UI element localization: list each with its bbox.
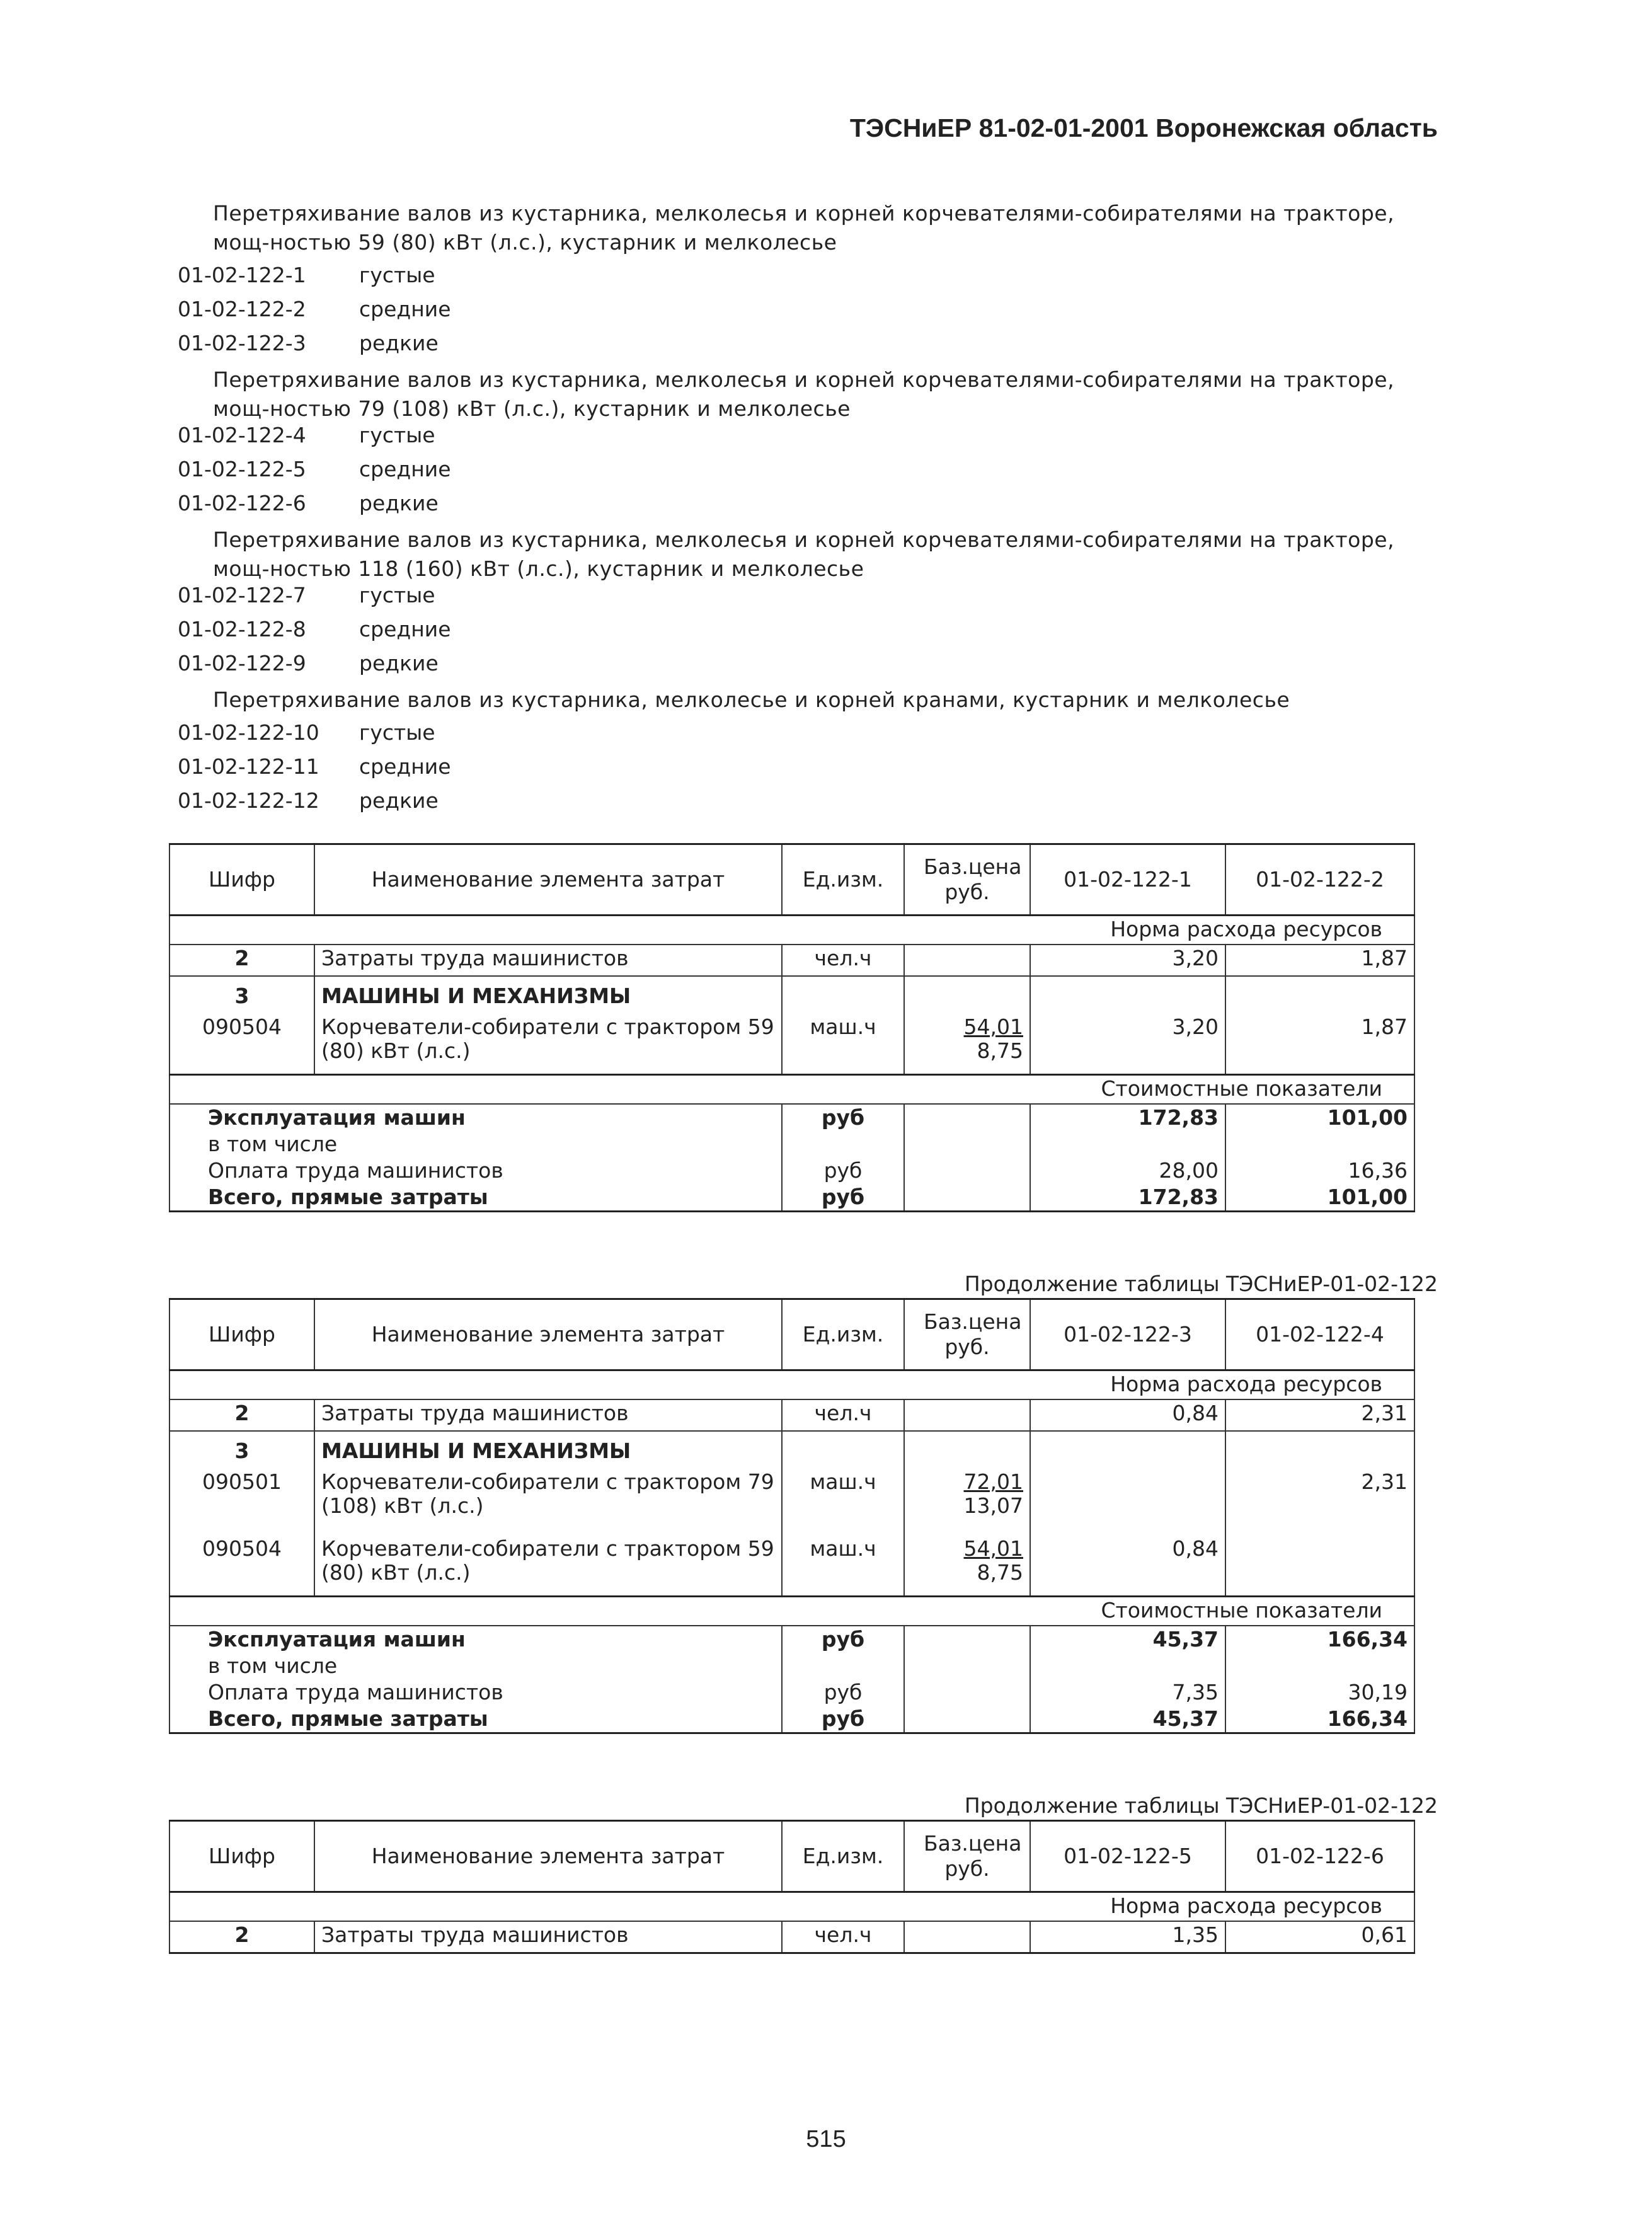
price-salary: 8,75 <box>977 1038 1023 1063</box>
norm-label: густые <box>359 720 435 745</box>
cost-section-label: Стоимостные показатели <box>169 1596 1414 1626</box>
norm-label: густые <box>359 263 435 287</box>
resource-table-1 <box>169 843 1415 1212</box>
norm-code: 01-02-122-12 <box>178 788 319 813</box>
norm-label: средние <box>359 617 451 641</box>
col-name-header: Наименование элемента затрат <box>314 844 782 916</box>
group-description: Перетряхивание валов из кустарника, мелколесья и корней корчевателями-собирателями на тракторе, мощ-ностью 79 (108) кВт (л.с.), кустарник и мелколесье <box>213 367 1395 421</box>
norm-code: 01-02-122-5 <box>178 457 306 481</box>
norm-label: средние <box>359 754 451 779</box>
row-code: 3 <box>169 976 314 1014</box>
table-header-row <box>169 1821 1414 1892</box>
col-norm-header: 01-02-122-3 <box>1030 1299 1225 1370</box>
row-value: 166,34 <box>1225 1706 1414 1733</box>
col-code-header: Шифр <box>169 1299 314 1370</box>
code-line <box>178 581 435 610</box>
norm-label: редкие <box>359 331 439 355</box>
price-salary: 8,75 <box>977 1560 1023 1585</box>
row-value: 1,35 <box>1030 1921 1225 1953</box>
table-row <box>169 1431 1414 1469</box>
col-price-header: Баз.цена руб. <box>904 1821 1030 1892</box>
row-unit: чел.ч <box>782 1921 904 1953</box>
row-value: 16,36 <box>1225 1157 1414 1184</box>
row-name: МАШИНЫ И МЕХАНИЗМЫ <box>314 976 782 1014</box>
row-unit: чел.ч <box>782 1399 904 1431</box>
col-name-header: Наименование элемента затрат <box>314 1821 782 1892</box>
col-norm-header: 01-02-122-5 <box>1030 1821 1225 1892</box>
norm-code: 01-02-122-10 <box>178 720 319 745</box>
col-name-header: Наименование элемента затрат <box>314 1299 782 1370</box>
row-unit: руб <box>782 1104 904 1131</box>
cost-section-label: Стоимостные показатели <box>169 1074 1414 1104</box>
row-name: Эксплуатация машин <box>169 1626 782 1653</box>
page-number: 515 <box>806 2126 846 2152</box>
row-code: 3 <box>169 1431 314 1469</box>
col-norm-header: 01-02-122-6 <box>1225 1821 1414 1892</box>
table-row <box>169 1104 1414 1131</box>
row-unit: руб <box>782 1157 904 1184</box>
row-value: 0,61 <box>1225 1921 1414 1953</box>
price-total: 72,01 <box>963 1469 1023 1494</box>
table-row <box>169 945 1414 976</box>
row-code: 2 <box>169 1921 314 1953</box>
group-description: Перетряхивание валов из кустарника, мелколесья и корней корчевателями-собирателями на тракторе, мощ-ностью 118 (160) кВт (л.с.), кустарник и мелколесье <box>213 527 1395 581</box>
norm-code: 01-02-122-7 <box>178 583 306 607</box>
price-salary: 13,07 <box>963 1493 1023 1518</box>
row-value: 1,87 <box>1225 945 1414 976</box>
code-line <box>178 455 451 484</box>
norm-label: редкие <box>359 491 439 515</box>
row-value: 3,20 <box>1030 945 1225 976</box>
row-value: 45,37 <box>1030 1626 1225 1653</box>
row-code: 2 <box>169 945 314 976</box>
code-line <box>178 421 435 450</box>
row-value: 172,83 <box>1030 1184 1225 1212</box>
norm-section-label: Норма расхода ресурсов <box>169 1892 1414 1922</box>
table-row <box>169 1679 1414 1706</box>
row-unit: руб <box>782 1626 904 1653</box>
row-name: Затраты труда машинистов <box>314 1399 782 1431</box>
table-row <box>169 1626 1414 1653</box>
row-price <box>904 1399 1030 1431</box>
row-value: 1,87 <box>1225 1014 1414 1074</box>
row-value: 28,00 <box>1030 1157 1225 1184</box>
code-line <box>178 786 439 815</box>
resource-table-3 <box>169 1820 1415 1954</box>
row-value: 7,35 <box>1030 1679 1225 1706</box>
code-line <box>178 261 435 290</box>
table-row <box>169 1469 1414 1536</box>
col-unit-header: Ед.изм. <box>782 1821 904 1892</box>
code-line <box>178 615 451 644</box>
row-value: 2,31 <box>1225 1399 1414 1431</box>
code-line <box>178 649 439 678</box>
row-value: 45,37 <box>1030 1706 1225 1733</box>
code-line <box>178 718 435 747</box>
row-price <box>904 1536 1030 1596</box>
norm-code: 01-02-122-9 <box>178 651 306 675</box>
row-name: Оплата труда машинистов <box>169 1157 782 1184</box>
table-row <box>169 1706 1414 1733</box>
col-price-header: Баз.цена руб. <box>904 1299 1030 1370</box>
row-value: 30,19 <box>1225 1679 1414 1706</box>
norm-code: 01-02-122-4 <box>178 423 306 447</box>
table-row <box>169 1184 1414 1212</box>
table-row <box>169 1399 1414 1431</box>
row-unit: руб <box>782 1679 904 1706</box>
row-name: Затраты труда машинистов <box>314 1921 782 1953</box>
row-code: 090504 <box>169 1014 314 1074</box>
table-row <box>169 1014 1414 1074</box>
row-value: 101,00 <box>1225 1104 1414 1131</box>
row-name: Затраты труда машинистов <box>314 945 782 976</box>
row-value <box>1030 1469 1225 1536</box>
code-line <box>178 489 439 518</box>
row-code: 090504 <box>169 1536 314 1596</box>
row-price <box>904 1014 1030 1074</box>
norm-label: редкие <box>359 788 439 813</box>
row-price <box>904 1469 1030 1536</box>
norm-section-label: Норма расхода ресурсов <box>169 916 1414 945</box>
table-row <box>169 1131 1414 1157</box>
norm-code: 01-02-122-11 <box>178 754 319 779</box>
code-line <box>178 329 439 358</box>
group-description: Перетряхивание валов из кустарника, мелколесье и корней кранами, кустарник и мелколесье <box>213 687 1290 712</box>
code-line <box>178 752 451 781</box>
table-header-row <box>169 1299 1414 1370</box>
table-row <box>169 1536 1414 1596</box>
col-norm-header: 01-02-122-1 <box>1030 844 1225 916</box>
row-unit: руб <box>782 1706 904 1733</box>
continuation-label: Продолжение таблицы ТЭСНиЕР-01-02-122 <box>964 1272 1438 1296</box>
norm-label: редкие <box>359 651 439 675</box>
row-name: Эксплуатация машин <box>169 1104 782 1131</box>
row-value: 0,84 <box>1030 1536 1225 1596</box>
table-row <box>169 1653 1414 1679</box>
code-line <box>178 295 451 324</box>
norm-label: густые <box>359 583 435 607</box>
norm-code: 01-02-122-8 <box>178 617 306 641</box>
row-name: Корчеватели-собиратели с трактором 59 (80) кВт (л.с.) <box>314 1014 782 1074</box>
norm-label: густые <box>359 423 435 447</box>
document-header: ТЭСНиЕР 81-02-01-2001 Воронежская область <box>849 113 1438 142</box>
row-value: 101,00 <box>1225 1184 1414 1212</box>
row-price <box>904 1921 1030 1953</box>
row-price <box>904 945 1030 976</box>
row-unit: маш.ч <box>782 1536 904 1596</box>
row-name: Корчеватели-собиратели с трактором 59 (80) кВт (л.с.) <box>314 1536 782 1596</box>
row-name: Корчеватели-собиратели с трактором 79 (108) кВт (л.с.) <box>314 1469 782 1536</box>
norm-label: средние <box>359 457 451 481</box>
row-unit: маш.ч <box>782 1014 904 1074</box>
group-description: Перетряхивание валов из кустарника, мелколесья и корней корчевателями-собирателями на тракторе, мощ-ностью 59 (80) кВт (л.с.), кустарник и мелколесье <box>213 201 1395 255</box>
row-name: в том числе <box>169 1653 782 1679</box>
col-unit-header: Ед.изм. <box>782 1299 904 1370</box>
row-unit: маш.ч <box>782 1469 904 1536</box>
row-unit: чел.ч <box>782 945 904 976</box>
row-code: 090501 <box>169 1469 314 1536</box>
resource-table-2 <box>169 1298 1415 1734</box>
table-row <box>169 1157 1414 1184</box>
norm-label: средние <box>359 297 451 321</box>
row-value: 0,84 <box>1030 1399 1225 1431</box>
norm-code: 01-02-122-2 <box>178 297 306 321</box>
col-code-header: Шифр <box>169 844 314 916</box>
row-name: в том числе <box>169 1131 782 1157</box>
row-value: 3,20 <box>1030 1014 1225 1074</box>
row-unit: руб <box>782 1184 904 1212</box>
row-value: 166,34 <box>1225 1626 1414 1653</box>
continuation-label: Продолжение таблицы ТЭСНиЕР-01-02-122 <box>964 1793 1438 1818</box>
col-price-header: Баз.цена руб. <box>904 844 1030 916</box>
row-value: 2,31 <box>1225 1469 1414 1536</box>
norm-code: 01-02-122-6 <box>178 491 306 515</box>
row-value <box>1225 1536 1414 1596</box>
col-norm-header: 01-02-122-2 <box>1225 844 1414 916</box>
row-code: 2 <box>169 1399 314 1431</box>
table-row <box>169 1921 1414 1953</box>
row-name: Всего, прямые затраты <box>169 1706 782 1733</box>
norm-code: 01-02-122-1 <box>178 263 306 287</box>
row-name: Всего, прямые затраты <box>169 1184 782 1212</box>
row-name: МАШИНЫ И МЕХАНИЗМЫ <box>314 1431 782 1469</box>
price-total: 54,01 <box>963 1014 1023 1039</box>
col-unit-header: Ед.изм. <box>782 844 904 916</box>
col-code-header: Шифр <box>169 1821 314 1892</box>
norm-section-label: Норма расхода ресурсов <box>169 1370 1414 1400</box>
price-total: 54,01 <box>963 1536 1023 1561</box>
norm-code: 01-02-122-3 <box>178 331 306 355</box>
col-norm-header: 01-02-122-4 <box>1225 1299 1414 1370</box>
row-value: 172,83 <box>1030 1104 1225 1131</box>
table-row <box>169 976 1414 1014</box>
row-name: Оплата труда машинистов <box>169 1679 782 1706</box>
table-header-row <box>169 844 1414 916</box>
